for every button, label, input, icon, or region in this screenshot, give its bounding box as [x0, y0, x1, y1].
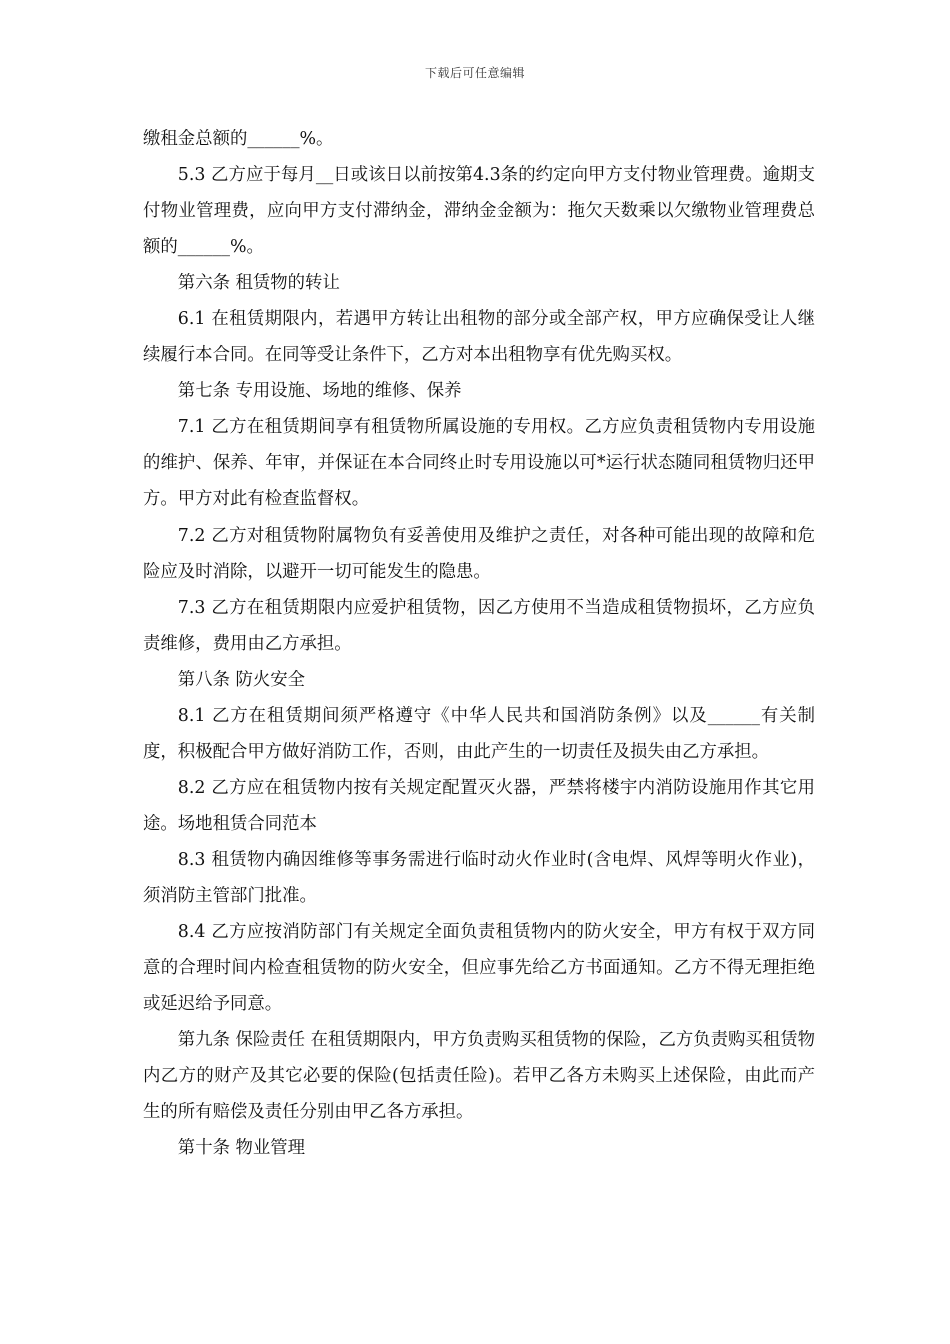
article-6-heading: 第六条 租赁物的转让 [177, 273, 340, 294]
article-9-insurance: 第九条 保险责任 在租赁期限内，甲方负责购买租赁物的保险，乙方负责购买租赁物内乙方的财产及其它必要的保险(包括责任险)。若甲乙各方未购买上述保险，由此而产生的所有赔偿及责任分别由甲乙各方承担。 [143, 1030, 815, 1123]
clause-8-3: 8.3 租赁物内确因维修等事务需进行临时动火作业时(含电焊、风焊等明火作业)，须消防主管部门批准。 [143, 849, 815, 906]
paragraph-rent-overdue-tail: 缴租金总额的______%。 [143, 129, 334, 149]
document-body [143, 121, 815, 1166]
article-7-heading: 第七条 专用设施、场地的维修、保养 [177, 381, 462, 402]
clause-8-4: 8.4 乙方应按消防部门有关规定全面负责租赁物内的防火安全，甲方有权于双方同意的合理时间内检查租赁物的防火安全，但应事先给乙方书面通知。乙方不得无理拒绝或延迟给予同意。 [143, 922, 815, 1015]
article-8-heading: 第八条 防火安全 [177, 669, 306, 690]
clause-6-1: 6.1 在租赁期限内，若遇甲方转让出租物的部分或全部产权，甲方应确保受让人继续履行本合同。在同等受让条件下，乙方对本出租物享有优先购买权。 [143, 309, 815, 366]
clause-8-1: 8.1 乙方在租赁期间须严格遵守《中华人民共和国消防条例》以及______有关制度，积极配合甲方做好消防工作，否则，由此产生的一切责任及损失由乙方承担。 [143, 705, 815, 762]
clause-7-2: 7.2 乙方对租赁物附属物负有妥善使用及维护之责任，对各种可能出现的故障和危险应及时消除，以避开一切可能发生的隐患。 [143, 525, 815, 582]
clause-7-3: 7.3 乙方在租赁期限内应爱护租赁物，因乙方使用不当造成租赁物损坏，乙方应负责维修，费用由乙方承担。 [143, 597, 815, 654]
clause-5-3: 5.3 乙方应于每月__日或该日以前按第4.3条的约定向甲方支付物业管理费。逾期支付物业管理费，应向甲方支付滞纳金，滞纳金金额为：拖欠天数乘以欠缴物业管理费总额的______%。 [143, 165, 815, 258]
page-header: 下载后可任意编辑 [424, 66, 525, 80]
clause-8-2: 8.2 乙方应在租赁物内按有关规定配置灭火器，严禁将楼宇内消防设施用作其它用途。场地租赁合同范本 [143, 777, 815, 834]
article-10-heading: 第十条 物业管理 [177, 1138, 306, 1159]
clause-7-1: 7.1 乙方在租赁期间享有租赁物所属设施的专用权。乙方应负责租赁物内专用设施的维护、保养、年审，并保证在本合同终止时专用设施以可*运行状态随同租赁物归还甲方。甲方对此有检查监督权。 [143, 417, 815, 510]
